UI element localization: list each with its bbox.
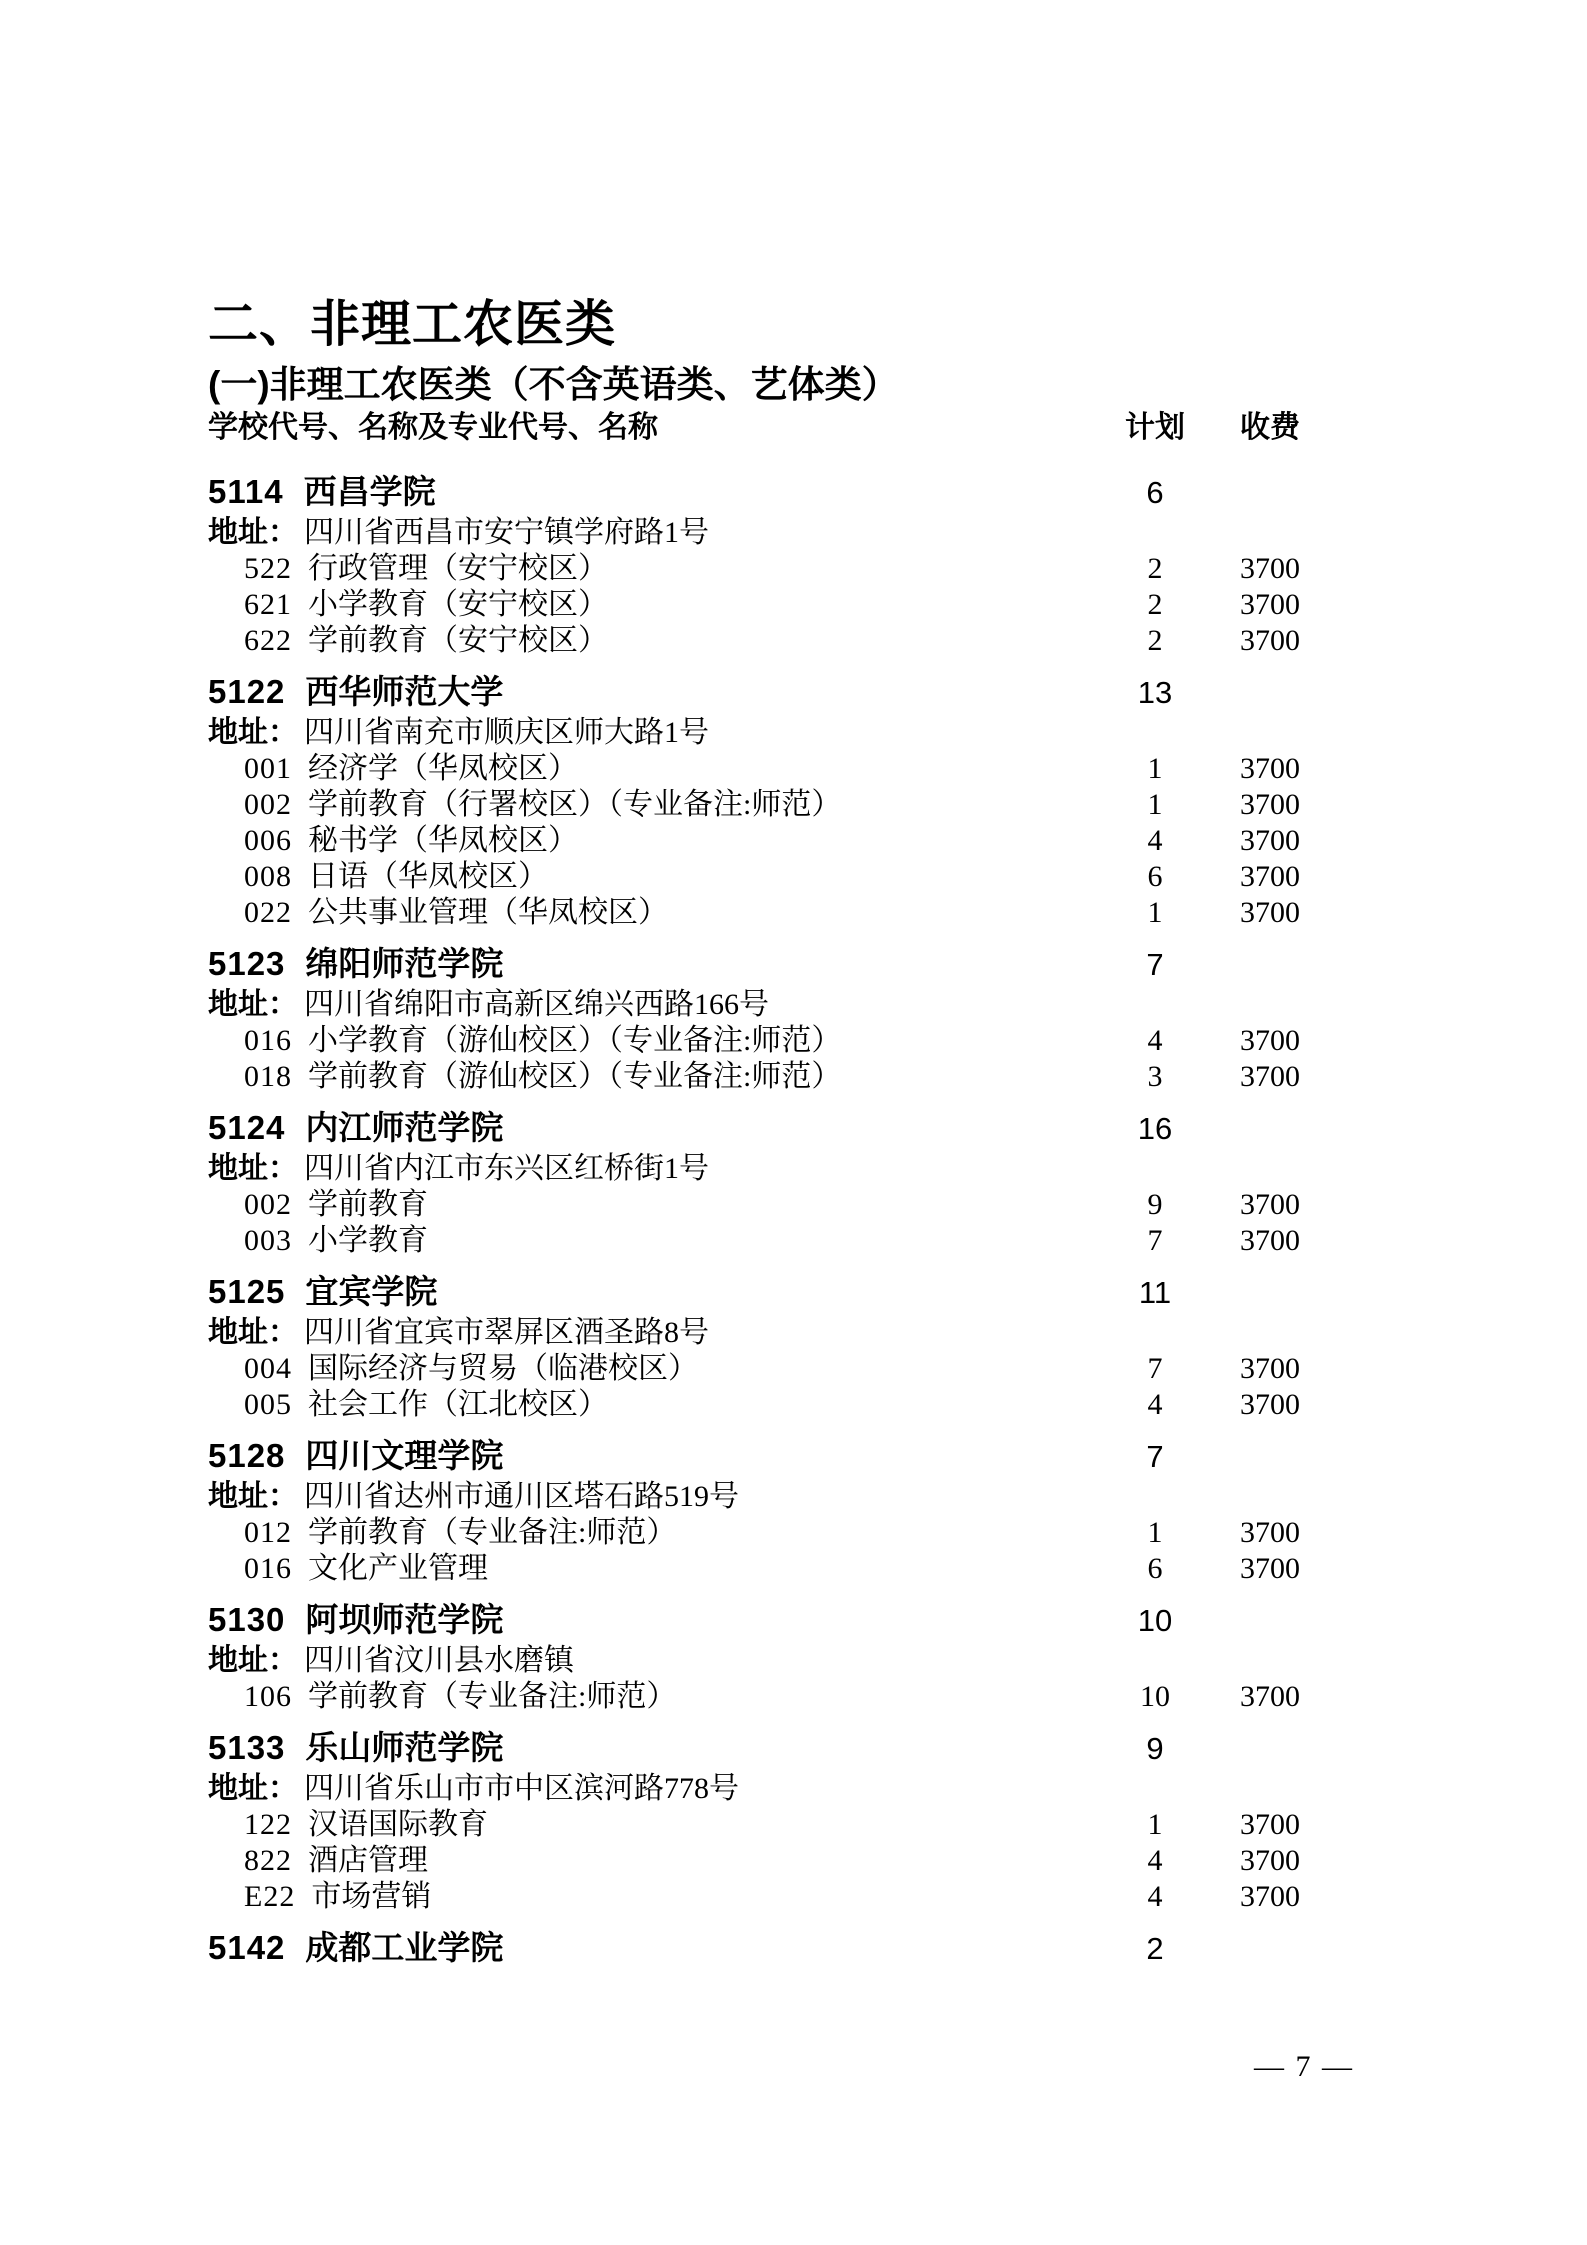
address-text: 四川省乐山市市中区滨河路778号 — [304, 1772, 739, 1805]
major-fee: 3700 — [1240, 824, 1300, 857]
major-fee: 3700 — [1240, 1844, 1300, 1877]
major-name: 汉语国际教育 — [308, 1808, 488, 1841]
major-plan-count: 2 — [1147, 588, 1163, 621]
major-cell — [208, 1551, 1090, 1587]
major-plan-count: 1 — [1147, 1808, 1163, 1841]
school-plan-count: 9 — [1146, 1731, 1164, 1766]
school-plan-count: 16 — [1137, 1111, 1173, 1146]
major-name: 酒店管理 — [308, 1844, 428, 1877]
major-name: 市场营销 — [311, 1880, 432, 1913]
major-name: 小学教育 — [308, 1224, 428, 1257]
major-fee: 3700 — [1240, 788, 1300, 821]
subsection-title: (一)非理工农医类（不含英语类、艺体类） — [208, 364, 899, 405]
major-row — [208, 1879, 1320, 1915]
major-fee: 3700 — [1240, 588, 1300, 621]
school-title — [208, 1433, 1090, 1478]
school-row — [208, 1925, 1320, 1970]
major-row — [208, 751, 1320, 787]
major-row — [208, 1807, 1320, 1843]
major-fee: 3700 — [1240, 896, 1300, 929]
major-cell — [208, 823, 1090, 859]
school-block — [208, 1433, 1320, 1587]
address-label: 地址： — [208, 1316, 298, 1349]
major-cell — [208, 895, 1090, 931]
major-name: 学前教育（行署校区）（专业备注:师范） — [308, 788, 842, 821]
major-cell — [208, 1059, 1090, 1095]
address-label: 地址： — [208, 1772, 298, 1805]
major-name: 社会工作（江北校区） — [308, 1388, 608, 1421]
major-fee: 3700 — [1240, 1188, 1300, 1221]
major-plan-count: 4 — [1147, 1880, 1163, 1913]
major-code: 002 — [244, 788, 292, 821]
address-text: 四川省绵阳市高新区绵兴西路166号 — [304, 988, 769, 1021]
major-cell — [208, 1187, 1090, 1223]
address-cell — [208, 1478, 1090, 1515]
major-name: 学前教育（专业备注:师范） — [308, 1516, 677, 1549]
school-code: 5123 — [208, 945, 286, 982]
table-header-row — [208, 410, 1320, 446]
address-text: 四川省南充市顺庆区师大路1号 — [304, 716, 709, 749]
address-cell — [208, 1150, 1090, 1187]
major-row — [208, 1223, 1320, 1259]
major-row — [208, 551, 1320, 587]
school-plan-count: 2 — [1146, 1931, 1164, 1966]
address-cell — [208, 514, 1090, 551]
major-plan-count: 4 — [1147, 824, 1163, 857]
major-row — [208, 1059, 1320, 1095]
major-plan-count: 7 — [1147, 1224, 1163, 1257]
major-cell — [208, 551, 1090, 587]
page-content — [208, 296, 1320, 1970]
major-plan-count: 1 — [1147, 896, 1163, 929]
major-plan-count: 4 — [1147, 1388, 1163, 1421]
column-header-plan: 计划 — [1125, 411, 1185, 444]
major-plan-count: 1 — [1147, 1516, 1163, 1549]
address-text: 四川省宜宾市翠屏区酒圣路8号 — [304, 1316, 709, 1349]
school-block — [208, 669, 1320, 931]
school-title — [208, 1597, 1090, 1642]
major-row — [208, 787, 1320, 823]
school-title — [208, 941, 1090, 986]
major-code: 106 — [244, 1680, 292, 1713]
column-header-school: 学校代号、名称及专业代号、名称 — [208, 411, 658, 444]
address-row — [208, 514, 1320, 551]
major-row — [208, 1387, 1320, 1423]
major-row — [208, 895, 1320, 931]
major-plan-count: 1 — [1147, 752, 1163, 785]
school-code: 5114 — [208, 473, 284, 510]
major-cell — [208, 587, 1090, 623]
major-fee: 3700 — [1240, 1552, 1300, 1585]
address-text: 四川省西昌市安宁镇学府路1号 — [304, 516, 709, 549]
major-code: 006 — [244, 824, 292, 857]
major-row — [208, 623, 1320, 659]
school-plan-count: 10 — [1137, 1603, 1173, 1638]
major-plan-count: 4 — [1147, 1024, 1163, 1057]
major-plan-count: 9 — [1147, 1188, 1163, 1221]
major-name: 日语（华凤校区） — [308, 860, 548, 893]
major-code: 016 — [244, 1552, 292, 1585]
major-plan-count: 6 — [1147, 1552, 1163, 1585]
major-plan-count: 1 — [1147, 788, 1163, 821]
major-code: 012 — [244, 1516, 292, 1549]
school-title — [208, 1269, 1090, 1314]
address-label: 地址： — [208, 988, 298, 1021]
address-label: 地址： — [208, 1480, 298, 1513]
major-row — [208, 1679, 1320, 1715]
column-header-fee: 收费 — [1240, 411, 1300, 444]
major-row — [208, 1023, 1320, 1059]
school-code: 5124 — [208, 1109, 286, 1146]
school-block — [208, 1597, 1320, 1715]
major-code: 822 — [244, 1844, 292, 1877]
major-code: 004 — [244, 1352, 292, 1385]
school-code: 5133 — [208, 1729, 286, 1766]
major-name: 学前教育 — [308, 1188, 428, 1221]
major-code: 016 — [244, 1024, 292, 1057]
address-row — [208, 1642, 1320, 1679]
major-fee: 3700 — [1240, 1680, 1300, 1713]
address-cell — [208, 986, 1090, 1023]
major-fee: 3700 — [1240, 552, 1300, 585]
major-fee: 3700 — [1240, 1516, 1300, 1549]
address-label: 地址： — [208, 516, 298, 549]
school-row — [208, 469, 1320, 514]
address-text: 四川省达州市通川区塔石路519号 — [304, 1480, 739, 1513]
major-name: 学前教育（安宁校区） — [308, 624, 608, 657]
school-code: 5142 — [208, 1929, 286, 1966]
major-name: 学前教育（游仙校区）（专业备注:师范） — [308, 1060, 842, 1093]
school-list — [208, 469, 1320, 1970]
school-row — [208, 669, 1320, 714]
address-row — [208, 1478, 1320, 1515]
major-fee: 3700 — [1240, 1060, 1300, 1093]
school-plan-count: 7 — [1146, 947, 1164, 982]
major-code: 022 — [244, 896, 292, 929]
address-cell — [208, 1314, 1090, 1351]
major-cell — [208, 1843, 1090, 1879]
school-name: 宜宾学院 — [305, 1273, 438, 1310]
school-row — [208, 1725, 1320, 1770]
major-code: 005 — [244, 1388, 292, 1421]
major-cell — [208, 1387, 1090, 1423]
address-text: 四川省内江市东兴区红桥街1号 — [304, 1152, 709, 1185]
major-row — [208, 1515, 1320, 1551]
school-title — [208, 1925, 1090, 1970]
major-name: 经济学（华凤校区） — [308, 752, 578, 785]
address-row — [208, 986, 1320, 1023]
school-code: 5122 — [208, 673, 286, 710]
school-block — [208, 1269, 1320, 1423]
major-name: 国际经济与贸易（临港校区） — [308, 1352, 698, 1385]
school-row — [208, 1597, 1320, 1642]
section-title: 二、非理工农医类 — [208, 296, 616, 352]
address-cell — [208, 714, 1090, 751]
school-code: 5128 — [208, 1437, 286, 1474]
page-number: — 7 — — [1254, 2050, 1354, 2083]
major-row — [208, 1187, 1320, 1223]
major-fee: 3700 — [1240, 752, 1300, 785]
school-title — [208, 1725, 1090, 1770]
school-plan-count: 6 — [1146, 475, 1164, 510]
address-row — [208, 1770, 1320, 1807]
school-plan-count: 13 — [1137, 675, 1173, 710]
major-plan-count: 2 — [1147, 552, 1163, 585]
school-title — [208, 469, 1090, 514]
major-cell — [208, 1807, 1090, 1843]
address-text: 四川省汶川县水磨镇 — [304, 1644, 574, 1677]
major-cell — [208, 1023, 1090, 1059]
major-code: 018 — [244, 1060, 292, 1093]
school-name: 西昌学院 — [303, 473, 436, 510]
school-name: 阿坝师范学院 — [305, 1601, 504, 1638]
school-name: 西华师范大学 — [305, 673, 504, 710]
major-name: 秘书学（华凤校区） — [308, 824, 578, 857]
major-cell — [208, 1223, 1090, 1259]
address-cell — [208, 1770, 1090, 1807]
major-code: 622 — [244, 624, 292, 657]
major-code: 122 — [244, 1808, 292, 1841]
major-row — [208, 823, 1320, 859]
major-row — [208, 1351, 1320, 1387]
major-name: 学前教育（专业备注:师范） — [308, 1680, 677, 1713]
major-cell — [208, 1515, 1090, 1551]
school-code: 5125 — [208, 1273, 286, 1310]
major-cell — [208, 859, 1090, 895]
major-code: 001 — [244, 752, 292, 785]
major-plan-count: 6 — [1147, 860, 1163, 893]
major-cell — [208, 787, 1090, 823]
major-cell — [208, 1351, 1090, 1387]
school-block — [208, 1925, 1320, 1970]
school-code: 5130 — [208, 1601, 286, 1638]
school-name: 内江师范学院 — [305, 1109, 504, 1146]
school-plan-count: 11 — [1138, 1275, 1172, 1310]
major-name: 文化产业管理 — [308, 1552, 488, 1585]
major-code: E22 — [244, 1880, 296, 1913]
major-name: 小学教育（游仙校区）（专业备注:师范） — [308, 1024, 842, 1057]
major-plan-count: 2 — [1147, 624, 1163, 657]
school-row — [208, 1269, 1320, 1314]
major-name: 行政管理（安宁校区） — [308, 552, 608, 585]
school-name: 四川文理学院 — [305, 1437, 504, 1474]
address-cell — [208, 1642, 1090, 1679]
major-cell — [208, 751, 1090, 787]
major-fee: 3700 — [1240, 860, 1300, 893]
major-code: 621 — [244, 588, 292, 621]
major-fee: 3700 — [1240, 1224, 1300, 1257]
school-title — [208, 669, 1090, 714]
major-fee: 3700 — [1240, 1808, 1300, 1841]
school-name: 绵阳师范学院 — [305, 945, 504, 982]
major-name: 公共事业管理（华凤校区） — [308, 896, 668, 929]
major-fee: 3700 — [1240, 1024, 1300, 1057]
school-row — [208, 1433, 1320, 1478]
major-plan-count: 10 — [1140, 1680, 1170, 1713]
school-block — [208, 469, 1320, 659]
school-row — [208, 1105, 1320, 1150]
major-code: 522 — [244, 552, 292, 585]
major-code: 003 — [244, 1224, 292, 1257]
major-name: 小学教育（安宁校区） — [308, 588, 608, 621]
address-row — [208, 1150, 1320, 1187]
address-label: 地址： — [208, 1644, 298, 1677]
major-fee: 3700 — [1240, 1352, 1300, 1385]
school-block — [208, 1725, 1320, 1915]
address-row — [208, 714, 1320, 751]
address-row — [208, 1314, 1320, 1351]
major-fee: 3700 — [1240, 1388, 1300, 1421]
major-row — [208, 1551, 1320, 1587]
school-plan-count: 7 — [1146, 1439, 1164, 1474]
major-plan-count: 3 — [1147, 1060, 1163, 1093]
major-plan-count: 7 — [1147, 1352, 1163, 1385]
school-name: 成都工业学院 — [305, 1929, 504, 1966]
major-cell — [208, 1679, 1090, 1715]
address-label: 地址： — [208, 716, 298, 749]
school-title — [208, 1105, 1090, 1150]
major-code: 008 — [244, 860, 292, 893]
school-row — [208, 941, 1320, 986]
school-name: 乐山师范学院 — [305, 1729, 504, 1766]
major-cell — [208, 1879, 1090, 1915]
major-row — [208, 587, 1320, 623]
major-fee: 3700 — [1240, 624, 1300, 657]
major-fee: 3700 — [1240, 1880, 1300, 1913]
major-plan-count: 4 — [1147, 1844, 1163, 1877]
major-row — [208, 859, 1320, 895]
school-block — [208, 1105, 1320, 1259]
major-cell — [208, 623, 1090, 659]
major-row — [208, 1843, 1320, 1879]
major-code: 002 — [244, 1188, 292, 1221]
address-label: 地址： — [208, 1152, 298, 1185]
school-block — [208, 941, 1320, 1095]
